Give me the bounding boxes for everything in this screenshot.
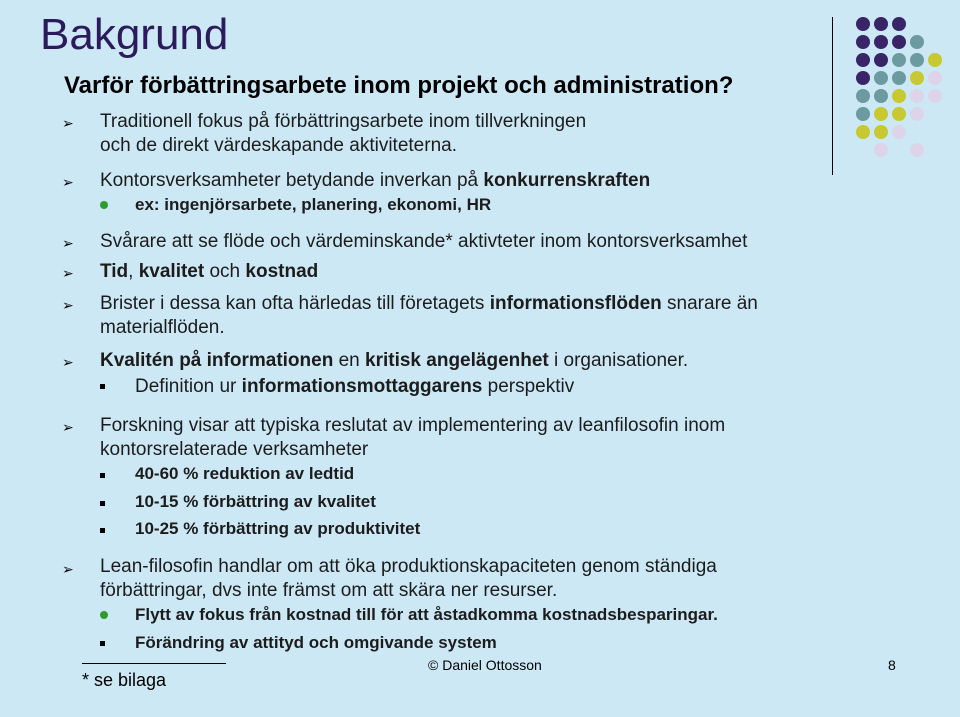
bullet-6-sub-bold: informationsmottaggarens	[241, 376, 483, 397]
decor-dot	[892, 107, 906, 121]
bullet-7-line2: kontorsrelaterade verksamheter	[100, 439, 369, 460]
decor-dot	[892, 125, 906, 139]
decor-dot	[928, 71, 942, 85]
arrow-bullet-icon: ➢	[62, 355, 74, 371]
bullet-6-post: i organisationer.	[548, 350, 689, 371]
square-bullet-icon	[100, 528, 105, 533]
bullet-1	[100, 110, 860, 158]
bullet-6-bold1: Kvalitén på informationen	[100, 350, 334, 371]
bullet-7	[100, 414, 860, 462]
arrow-bullet-icon: ➢	[62, 236, 74, 252]
bullet-8	[100, 555, 860, 603]
arrow-bullet-icon: ➢	[62, 116, 74, 132]
decor-dot	[874, 107, 888, 121]
footnote-separator	[82, 663, 226, 664]
decor-dot	[910, 107, 924, 121]
decor-dot	[910, 89, 924, 103]
bullet-2-text: Kontorsverksamheter betydande inverkan på	[100, 170, 484, 191]
decor-dot	[892, 53, 906, 67]
decor-dot	[910, 53, 924, 67]
decor-dot	[856, 89, 870, 103]
bullet-7-line1: Forskning visar att typiska reslutat av implementering av leanfilosofin inom	[100, 415, 726, 436]
arrow-bullet-icon: ➢	[62, 266, 74, 282]
decor-dot	[874, 143, 888, 157]
decor-dot	[910, 143, 924, 157]
round-bullet-icon	[100, 611, 108, 619]
bullet-7-sub-3: 10-25 % förbättring av produktivitet	[135, 519, 421, 538]
square-bullet-icon	[100, 641, 105, 646]
bullet-6-mid: en	[333, 350, 366, 371]
bullet-7-sub-1: 40-60 % reduktion av ledtid	[135, 464, 355, 483]
bullet-8-sub-1: Flytt av fokus från kostnad till för att åstadkomma kostnadsbesparingar.	[135, 605, 718, 624]
footnote: * se bilaga	[82, 670, 167, 690]
square-bullet-icon	[100, 384, 105, 389]
arrow-bullet-icon: ➢	[62, 420, 74, 436]
decor-dot	[874, 53, 888, 67]
decor-dot	[856, 17, 870, 31]
bullet-4-mid: och	[204, 261, 246, 282]
bullet-6	[100, 349, 860, 373]
decor-dot	[874, 71, 888, 85]
bullet-5-line2: materialflöden.	[100, 317, 225, 338]
bullet-6-sub	[135, 375, 855, 399]
decor-dot	[856, 53, 870, 67]
decor-dot	[856, 35, 870, 49]
decor-dot	[874, 89, 888, 103]
decor-dot	[892, 35, 906, 49]
bullet-2-sub: ex: ingenjörsarbete, planering, ekonomi, HR	[135, 195, 492, 214]
decor-dot	[892, 71, 906, 85]
slide-title: Bakgrund	[40, 10, 229, 59]
bullet-8-line2: förbättringar, dvs inte främst om att skära ner resurser.	[100, 580, 558, 601]
bullet-7-sub-2: 10-15 % förbättring av kvalitet	[135, 492, 376, 511]
bullet-5-pre: Brister i dessa kan ofta härledas till företagets	[100, 293, 490, 314]
decor-dot	[910, 35, 924, 49]
bullet-5-bold: informationsflöden	[489, 293, 662, 314]
arrow-bullet-icon: ➢	[62, 562, 74, 578]
arrow-bullet-icon: ➢	[62, 175, 74, 191]
decor-dot	[892, 17, 906, 31]
bullet-2-bold: konkurrenskraften	[483, 170, 651, 191]
page-number: 8	[888, 657, 896, 673]
decor-dot	[910, 71, 924, 85]
decor-dot	[892, 89, 906, 103]
bullet-6-bold2: kritisk angelägenhet	[365, 350, 549, 371]
bullet-4-bold3: kostnad	[245, 261, 319, 282]
decor-dot	[874, 35, 888, 49]
author-credit: © Daniel Ottosson	[428, 657, 542, 673]
decor-dot	[874, 17, 888, 31]
bullet-3: Svårare att se flöde och värdeminskande* aktivteter inom kontorsverksamhet	[100, 231, 748, 252]
arrow-bullet-icon: ➢	[62, 298, 74, 314]
bullet-6-sub-pre: Definition ur	[135, 376, 242, 397]
bullet-5	[100, 292, 860, 340]
bullet-4-bold2: kvalitet	[138, 261, 205, 282]
bullet-1-line2: och de direkt värdeskapande aktiviteterna.	[100, 135, 457, 156]
bullet-6-sub-post: perspektiv	[482, 376, 575, 397]
square-bullet-icon	[100, 473, 105, 478]
bullet-1-line1: Traditionell fokus på förbättringsarbete inom tillverkningen	[100, 111, 587, 132]
decor-dot	[928, 53, 942, 67]
square-bullet-icon	[100, 501, 105, 506]
bullet-8-sub-2: Förändring av attityd och omgivande system	[135, 633, 497, 652]
round-bullet-icon	[100, 201, 108, 209]
decor-dot	[928, 89, 942, 103]
bullet-2	[100, 169, 860, 193]
decor-dot	[856, 71, 870, 85]
slide-subtitle: Varför förbättringsarbete inom projekt och administration?	[64, 72, 734, 99]
bullet-4	[100, 260, 860, 284]
decor-dot	[874, 125, 888, 139]
bullet-4-sep: ,	[128, 261, 139, 282]
bullet-8-line1: Lean-filosofin handlar om att öka produktionskapaciteten genom ständiga	[100, 556, 717, 577]
bullet-5-post: snarare än	[661, 293, 758, 314]
bullet-4-bold1: Tid	[100, 261, 129, 282]
